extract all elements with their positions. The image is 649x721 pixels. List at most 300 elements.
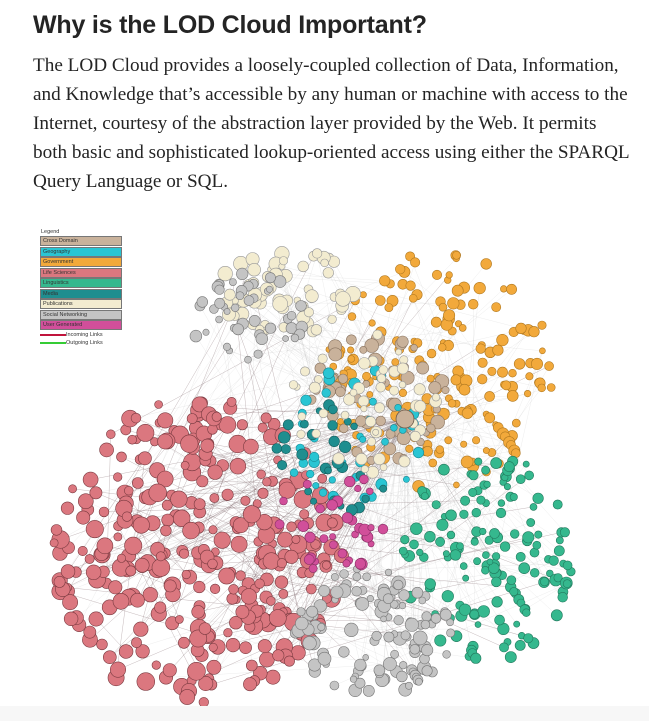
legend-categories [40,236,122,330]
graph-node [549,556,559,566]
graph-node [481,259,492,270]
graph-node [303,636,317,650]
legend-outgoing-links [40,339,122,347]
graph-node [51,525,62,536]
graph-node [375,296,385,306]
graph-node [180,689,195,704]
graph-node [411,344,418,351]
graph-node [413,447,424,458]
graph-node [216,316,223,323]
graph-node [530,548,539,557]
graph-node [547,384,555,392]
graph-node [175,615,183,623]
graph-node [306,290,319,303]
graph-node [510,530,519,539]
graph-node [356,453,367,464]
graph-node [243,506,260,523]
graph-node [410,644,420,654]
graph-node [338,647,349,658]
graph-node [563,580,571,588]
graph-node [83,472,98,487]
graph-node [197,476,208,487]
graph-node [491,577,501,587]
graph-node [215,298,225,308]
graph-node [327,500,338,511]
graph-node [397,671,408,682]
graph-node [505,652,516,663]
graph-node [401,631,410,640]
graph-node [230,458,246,474]
graph-node [279,589,288,598]
graph-node [474,558,481,565]
graph-node [437,519,448,530]
graph-node [237,420,247,430]
bottom-bar [0,706,649,721]
graph-node [278,532,293,547]
graph-node [363,685,374,696]
graph-node [385,304,393,312]
graph-node [113,593,129,609]
graph-node [492,597,503,608]
graph-node [485,391,495,401]
graph-node [50,539,58,547]
graph-node [374,665,385,676]
graph-node [524,390,531,397]
graph-node [359,475,368,484]
graph-node [427,424,436,433]
graph-node [443,551,449,557]
graph-node [331,573,338,580]
graph-node [201,439,214,452]
graph-node [470,610,479,619]
graph-node [182,570,191,579]
graph-node [356,597,369,610]
graph-node [227,593,238,604]
graph-node [89,612,103,626]
graph-node [273,297,288,312]
graph-node [215,285,225,295]
graph-node [463,575,469,581]
graph-node [553,500,562,509]
graph-node [114,533,122,541]
graph-node [336,387,346,397]
graph-node [181,461,189,469]
graph-node [488,367,496,375]
graph-node [399,381,406,388]
graph-node [485,413,495,423]
graph-node [545,362,554,371]
graph-node [257,470,266,479]
graph-node [425,579,436,590]
graph-node [367,391,373,397]
graph-node [446,272,453,279]
graph-node [158,434,173,449]
graph-node [61,565,75,579]
graph-node [431,614,441,624]
graph-node [417,362,429,374]
graph-node [265,273,275,283]
graph-node [526,373,533,380]
graph-node [431,317,441,327]
graph-node [495,615,505,625]
outgoing-link-swatch [40,342,66,344]
graph-node [453,482,459,488]
graph-node [194,499,205,510]
graph-node [210,584,220,594]
legend-item-user-generated: User Generated [40,320,122,330]
graph-node [263,553,280,570]
graph-node [208,559,218,569]
graph-node [85,554,94,563]
graph-node [162,514,174,526]
graph-node [298,521,309,532]
graph-node [256,333,268,345]
graph-node [516,552,525,561]
graph-node [530,568,539,577]
graph-node [399,602,406,609]
graph-node [351,423,358,430]
graph-node [461,441,467,447]
graph-node [507,284,517,294]
graph-node [86,520,103,537]
graph-node [300,420,308,428]
graph-node [459,384,470,395]
graph-node [369,398,376,405]
graph-node [396,349,402,355]
graph-node [137,424,154,441]
graph-node [194,581,206,593]
graph-node [183,522,200,539]
graph-node [236,268,248,280]
graph-node [361,465,368,472]
graph-node [106,430,115,439]
graph-node [522,609,530,617]
graph-node [283,336,289,342]
graph-node [447,531,455,539]
graph-node [405,618,418,631]
graph-node [423,446,433,456]
graph-node [291,334,299,342]
graph-node [535,531,542,538]
graph-node [275,520,284,529]
graph-node [509,369,517,377]
graph-node [507,576,516,585]
graph-node [374,403,384,413]
graph-node [312,249,322,259]
graph-node [478,606,490,618]
graph-node [460,496,469,505]
graph-node [415,678,422,685]
graph-node [376,383,386,393]
graph-node [523,532,534,543]
graph-node [243,678,256,691]
graph-node [409,294,417,302]
legend-incoming-links [40,331,122,339]
graph-node [448,400,456,408]
graph-node [331,586,343,598]
graph-node [533,541,541,549]
graph-node [131,593,145,607]
graph-node [383,594,393,604]
graph-node [554,546,564,556]
graph-node [416,549,423,556]
graph-node [392,359,399,366]
graph-node [133,517,149,533]
graph-node [187,662,205,680]
graph-node [267,597,276,606]
graph-node [487,559,493,565]
graph-node [171,491,188,508]
graph-node [493,345,504,356]
graph-node [190,330,202,342]
graph-node [480,528,487,535]
graph-node [422,644,433,655]
graph-node [197,297,208,308]
graph-node [223,343,230,350]
graph-node [362,495,369,502]
graph-node [134,622,149,637]
graph-node [442,386,449,393]
graph-node [380,485,387,492]
graph-node [327,518,337,528]
graph-node [277,460,286,469]
graph-node [306,584,316,594]
graph-node [214,532,230,548]
graph-node [303,480,311,488]
graph-hub-node [396,410,414,428]
graph-node [325,467,332,474]
graph-node [379,366,388,375]
graph-node [209,643,217,651]
graph-node [540,578,548,586]
graph-node [301,395,312,406]
graph-node [224,628,233,637]
graph-node [258,488,268,498]
graph-node [86,565,101,580]
graph-node [469,488,477,496]
graph-node [504,462,514,472]
graph-node [394,580,404,590]
graph-node [459,324,466,331]
graph-node [484,481,491,488]
graph-node [259,652,274,667]
graph-node [377,374,386,383]
legend-item-social-networking: Social Networking [40,310,122,320]
graph-node [61,502,74,515]
graph-node [329,477,336,484]
graph-node [439,303,447,311]
graph-node [422,612,432,622]
graph-node [482,466,490,474]
graph-node [312,429,321,438]
graph-node [422,666,432,676]
graph-node [179,549,189,559]
graph-node [410,431,420,441]
graph-node [109,581,122,594]
graph-node [435,635,446,646]
graph-node [391,424,398,431]
graph-node [342,513,353,524]
graph-node [135,558,149,572]
graph-node [360,436,366,442]
graph-node [290,469,298,477]
graph-node [143,587,158,602]
graph-node [529,326,540,337]
graph-node [155,602,166,613]
graph-node [305,488,312,495]
graph-node [241,496,250,505]
graph-node [313,482,319,488]
graph-node [461,456,473,468]
graph-node [381,616,387,622]
legend-title: Legend [41,229,60,235]
graph-node [187,414,197,424]
graph-node [369,320,376,327]
graph-node [390,386,399,395]
graph-node [432,270,441,279]
graph-node [502,381,511,390]
legend [40,228,122,347]
graph-node [117,452,127,462]
graph-node [338,374,347,383]
graph-node [385,569,392,576]
graph-node [451,375,461,385]
graph-node [551,610,562,621]
graph-node [525,471,534,480]
graph-node [500,286,507,293]
graph-node [442,590,454,602]
graph-node [491,458,502,469]
graph-node [516,475,525,484]
graph-node [376,416,386,426]
graph-node [339,441,351,453]
graph-node [373,330,382,339]
graph-node [490,528,500,538]
graph-node [227,397,236,406]
graph-node [421,493,428,500]
graph-node [360,346,367,353]
graph-node [152,559,170,577]
graph-node [397,363,408,374]
graph-node [355,485,362,492]
graph-node [297,608,305,616]
graph-node [443,310,454,321]
graph-node [307,606,318,617]
graph-node [318,623,325,630]
graph-node [99,507,109,517]
graph-node [240,642,252,654]
graph-node [410,258,419,267]
graph-link [308,629,503,630]
graph-node [222,489,233,500]
graph-node [427,375,434,382]
graph-node [78,546,87,555]
graph-node [353,573,361,581]
graph-node [328,315,337,324]
graph-node [379,276,390,287]
graph-node [63,595,78,610]
graph-node [477,374,487,384]
graph-node [132,478,143,489]
graph-node [519,563,530,574]
graph-node [97,538,113,554]
graph-node [229,279,236,286]
graph-node [318,652,331,665]
graph-node [255,579,265,589]
legend-item-linguistics: Linguistics [40,278,122,288]
graph-node [258,639,271,652]
graph-node [309,564,317,572]
outgoing-link-label: Outgoing Links [66,339,103,346]
graph-node [399,456,410,467]
graph-node [231,536,247,552]
graph-node [265,323,276,334]
graph-node [440,609,451,620]
graph-node [471,653,481,663]
graph-node [208,465,223,480]
graph-node [395,404,402,411]
graph-node [306,470,314,478]
graph-node [321,259,329,267]
graph-node [558,592,568,602]
graph-node [475,622,481,628]
graph-node [110,662,125,677]
graph-node [274,276,286,288]
graph-node [310,498,316,504]
graph-node [300,510,309,519]
graph-node [316,504,325,513]
graph-node [54,576,65,587]
graph-node [337,418,343,424]
graph-node [352,586,362,596]
graph-node [328,421,338,431]
graph-node [297,449,308,460]
graph-node [539,348,545,354]
graph-node [443,651,451,659]
graph-node [460,563,467,570]
graph-node [500,542,510,552]
graph-node [281,445,290,454]
graph-node [516,323,527,334]
graph-node [298,261,309,272]
graph-node [363,654,369,660]
graph-node [531,358,542,369]
graph-node [212,412,221,421]
graph-node [181,435,199,453]
graph-node [492,303,501,312]
graph-node [432,394,440,402]
graph-node [412,587,423,598]
graph-node [295,617,308,630]
graph-node [310,452,319,461]
graph-node [243,439,258,454]
graph-node [117,554,125,562]
graph-node [84,626,96,638]
graph-node [355,659,367,671]
graph-node [368,524,374,530]
graph-node [514,621,520,627]
graph-node [448,298,460,310]
graph-node [472,508,481,517]
graph-node [131,413,141,423]
graph-node [119,645,133,659]
graph-node [97,639,108,650]
graph-node [248,263,261,276]
graph-node [401,535,410,544]
graph-node [137,673,155,691]
graph-node [472,437,479,444]
graph-node [414,384,425,395]
